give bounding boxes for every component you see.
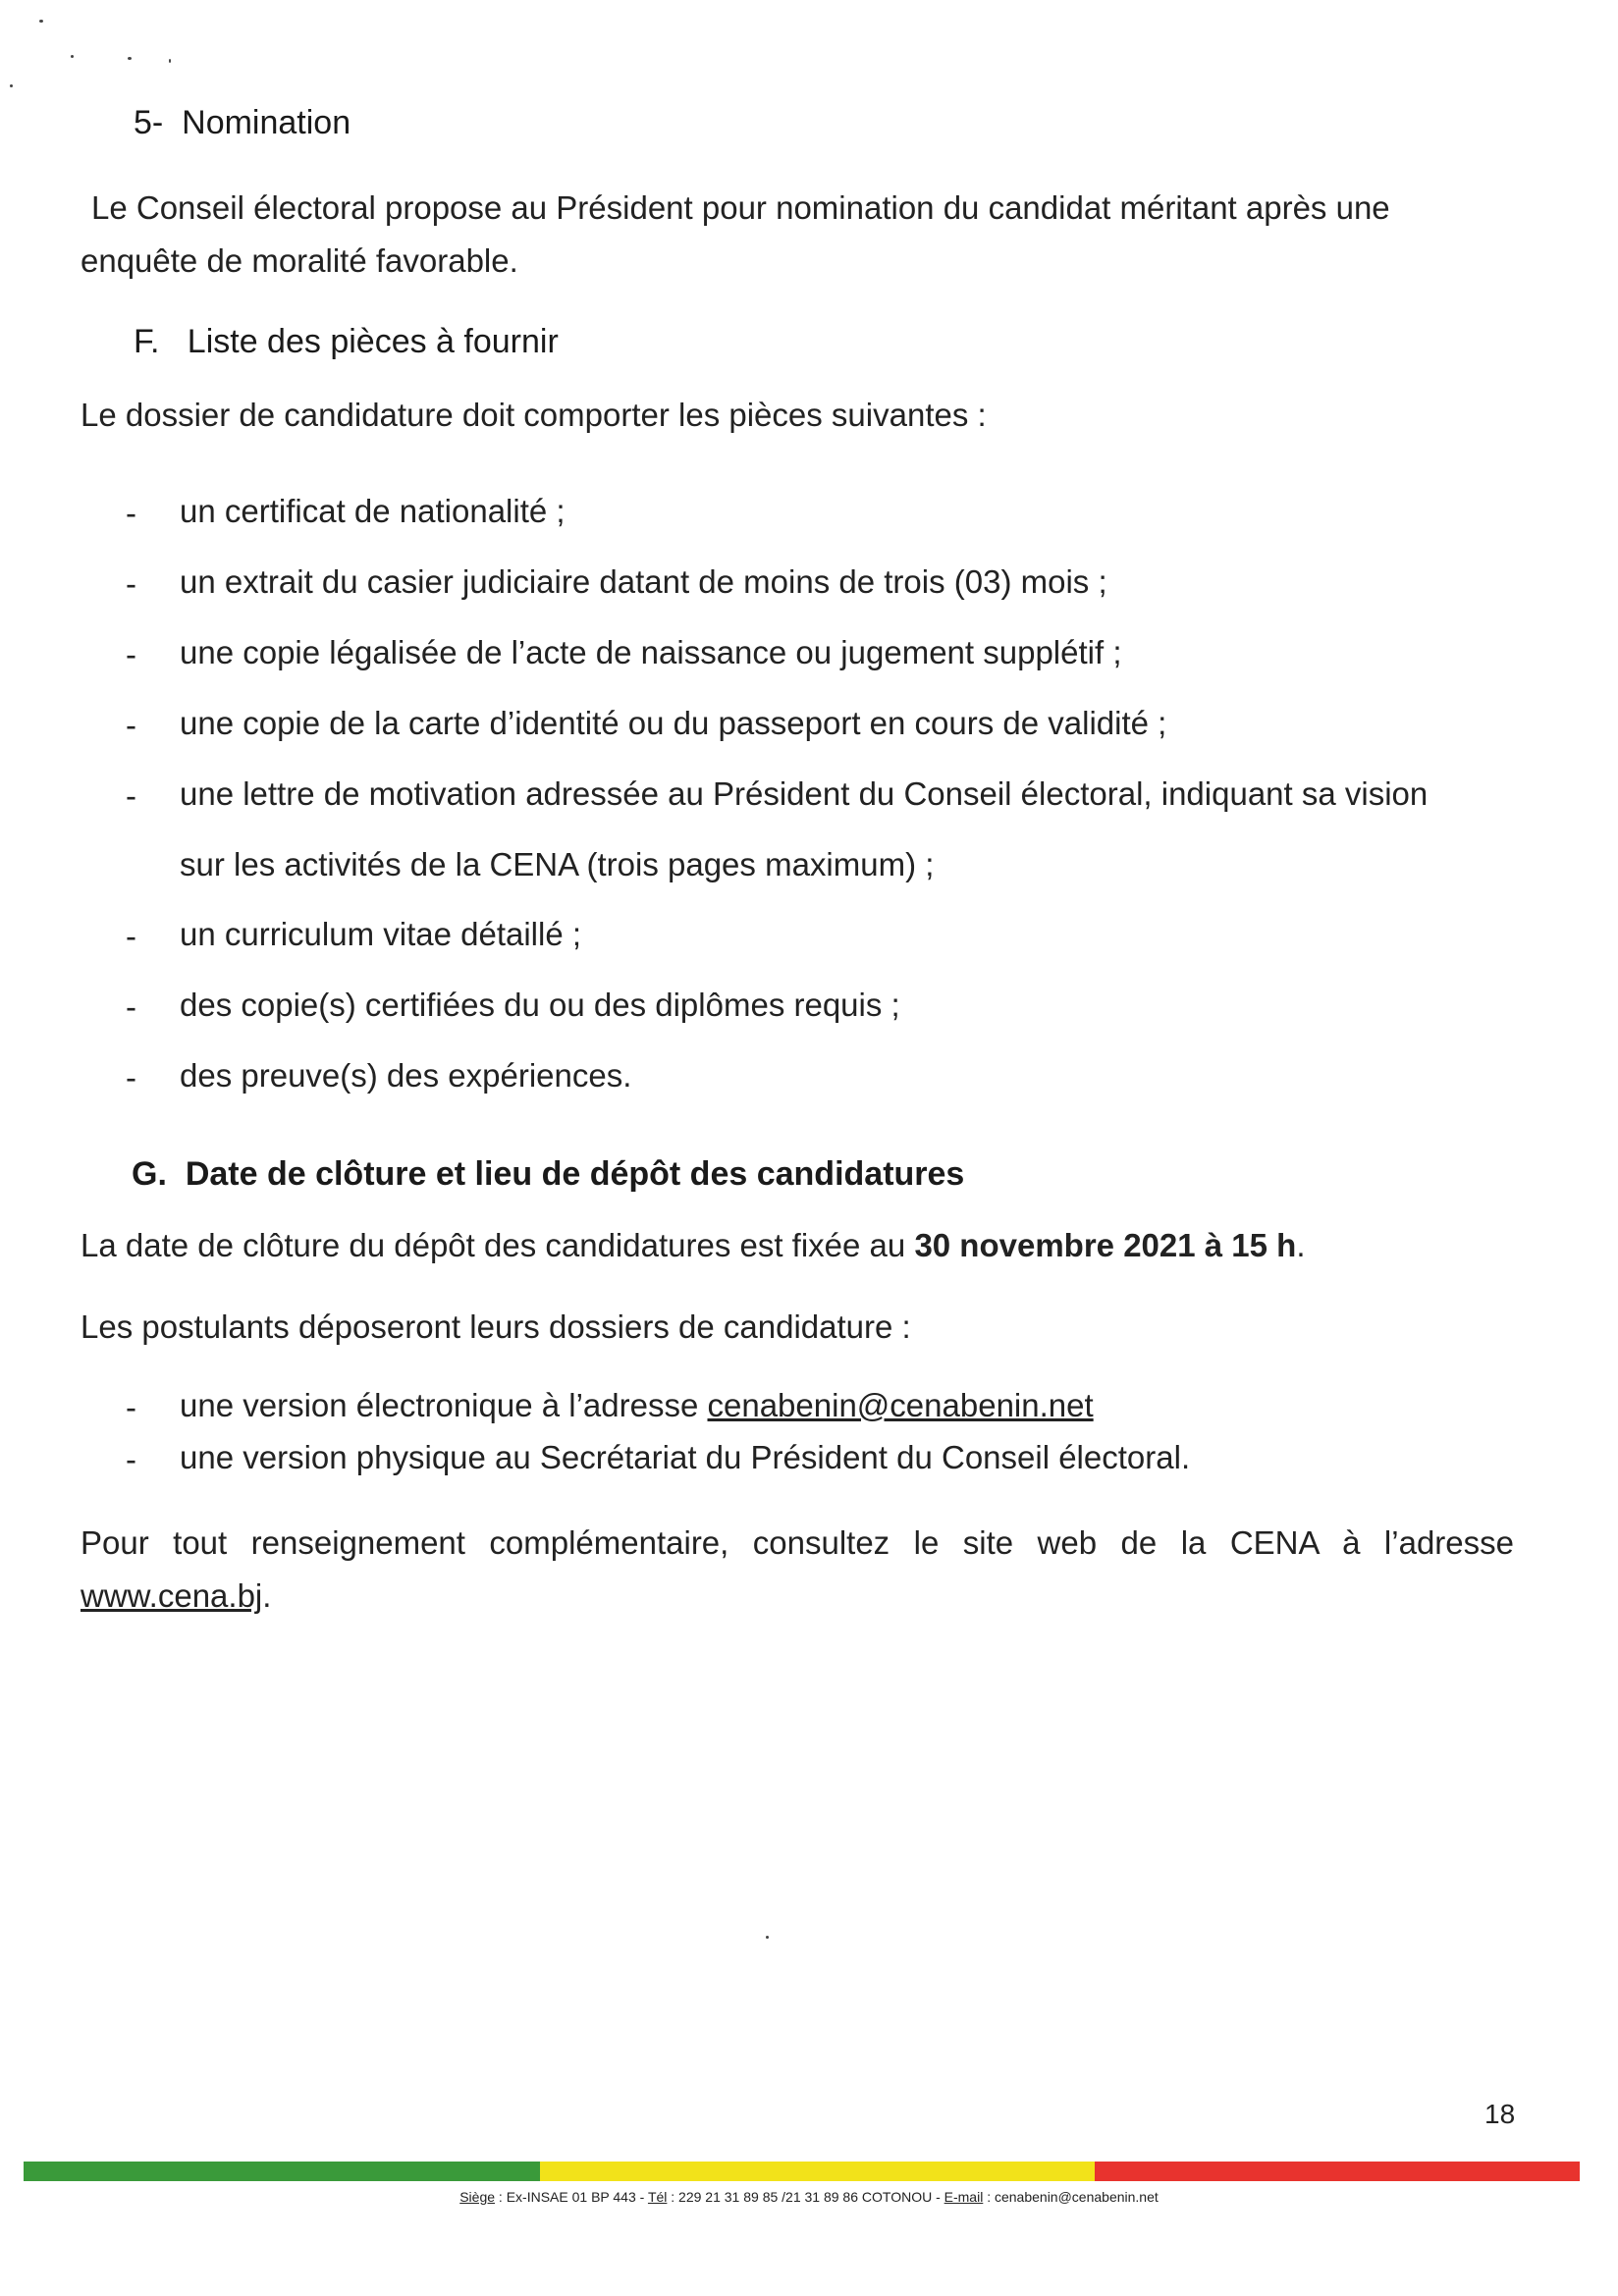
- submit-intro: Les postulants déposeront leurs dossiers de candidature :: [81, 1308, 911, 1345]
- scan-speck: [39, 20, 43, 23]
- scan-speck: [766, 1936, 769, 1939]
- info-end: .: [262, 1577, 272, 1614]
- closing-suffix: .: [1296, 1227, 1306, 1263]
- section-g-heading: [132, 1155, 964, 1194]
- flag-green-segment: [24, 2162, 540, 2181]
- nomination-body-line1: Le Conseil électoral propose au Président pour nomination du candidat méritant après une: [91, 189, 1390, 226]
- electronic-prefix: une version électronique à l’adresse: [180, 1387, 699, 1423]
- list-dash: -: [126, 777, 136, 814]
- flag-color-bar: [24, 2162, 1580, 2181]
- nomination-body-line2: enquête de moralité favorable.: [81, 242, 518, 279]
- scan-speck: [169, 59, 171, 63]
- list-item: une copie légalisée de l’acte de naissance ou jugement supplétif ;: [180, 634, 1122, 670]
- closing-date: 30 novembre 2021 à 15 h: [914, 1227, 1297, 1263]
- footer-email-label: E-mail: [944, 2189, 984, 2205]
- list-dash: -: [126, 565, 136, 602]
- physical-version-item: une version physique au Secrétariat du Président du Conseil électoral.: [180, 1439, 1191, 1475]
- list-item: des copie(s) certifiées du ou des diplômes requis ;: [180, 987, 900, 1023]
- section-title: Date de clôture et lieu de dépôt des candidatures: [185, 1155, 965, 1193]
- section-nomination-heading: [134, 104, 351, 142]
- page-number: 18: [1484, 2099, 1516, 2129]
- list-item: un extrait du casier judiciaire datant de moins de trois (03) mois ;: [180, 563, 1107, 600]
- flag-red-segment: [1095, 2162, 1580, 2181]
- list-dash: -: [126, 918, 136, 954]
- list-item: une copie de la carte d’identité ou du passeport en cours de validité ;: [180, 705, 1167, 741]
- section-letter: G.: [132, 1155, 167, 1193]
- list-item: une lettre de motivation adressée au Président du Conseil électoral, indiquant sa vision: [180, 775, 1429, 812]
- list-dash: -: [126, 495, 136, 531]
- section-f-heading: [134, 323, 559, 361]
- section-title: Nomination: [182, 104, 351, 141]
- list-item: un curriculum vitae détaillé ;: [180, 916, 582, 952]
- list-dash: -: [126, 988, 136, 1025]
- info-paragraph: [81, 1517, 1514, 1623]
- list-item-continuation: sur les activités de la CENA (trois pages maximum) ;: [180, 846, 935, 882]
- list-item: un certificat de nationalité ;: [180, 493, 566, 529]
- list-item: des preuve(s) des expériences.: [180, 1057, 632, 1094]
- section-title: Liste des pièces à fournir: [187, 323, 559, 360]
- email-link[interactable]: cenabenin@cenabenin.net: [707, 1387, 1094, 1423]
- list-dash: -: [126, 707, 136, 743]
- section-f-intro: Le dossier de candidature doit comporter les pièces suivantes :: [81, 397, 987, 433]
- scan-speck: [10, 84, 13, 87]
- list-dash: -: [126, 1059, 136, 1095]
- section-letter: F.: [134, 323, 160, 360]
- footer-tel-value: : 229 21 31 89 85 /21 31 89 86 COTONOU -: [671, 2189, 941, 2205]
- footer-email-value: : cenabenin@cenabenin.net: [987, 2189, 1159, 2205]
- footer-contact: [0, 2189, 1618, 2205]
- electronic-version-item: [180, 1387, 1094, 1424]
- section-number: 5-: [134, 104, 164, 141]
- scan-speck: [128, 57, 132, 60]
- website-link[interactable]: www.cena.bj: [81, 1577, 263, 1614]
- closing-prefix: La date de clôture du dépôt des candidatures est fixée au: [81, 1227, 906, 1263]
- closing-date-text: [81, 1224, 1306, 1268]
- footer-siege-value: : Ex-INSAE 01 BP 443 -: [498, 2189, 645, 2205]
- list-dash: -: [126, 1389, 136, 1425]
- list-dash: -: [126, 636, 136, 672]
- info-text: Pour tout renseignement complémentaire, consultez le site web de la CENA à l’adresse: [81, 1524, 1514, 1561]
- scan-speck: [71, 55, 74, 58]
- footer-siege-label: Siège: [459, 2189, 496, 2205]
- flag-yellow-segment: [540, 2162, 1095, 2181]
- footer-tel-label: Tél: [647, 2189, 668, 2205]
- list-dash: -: [126, 1441, 136, 1477]
